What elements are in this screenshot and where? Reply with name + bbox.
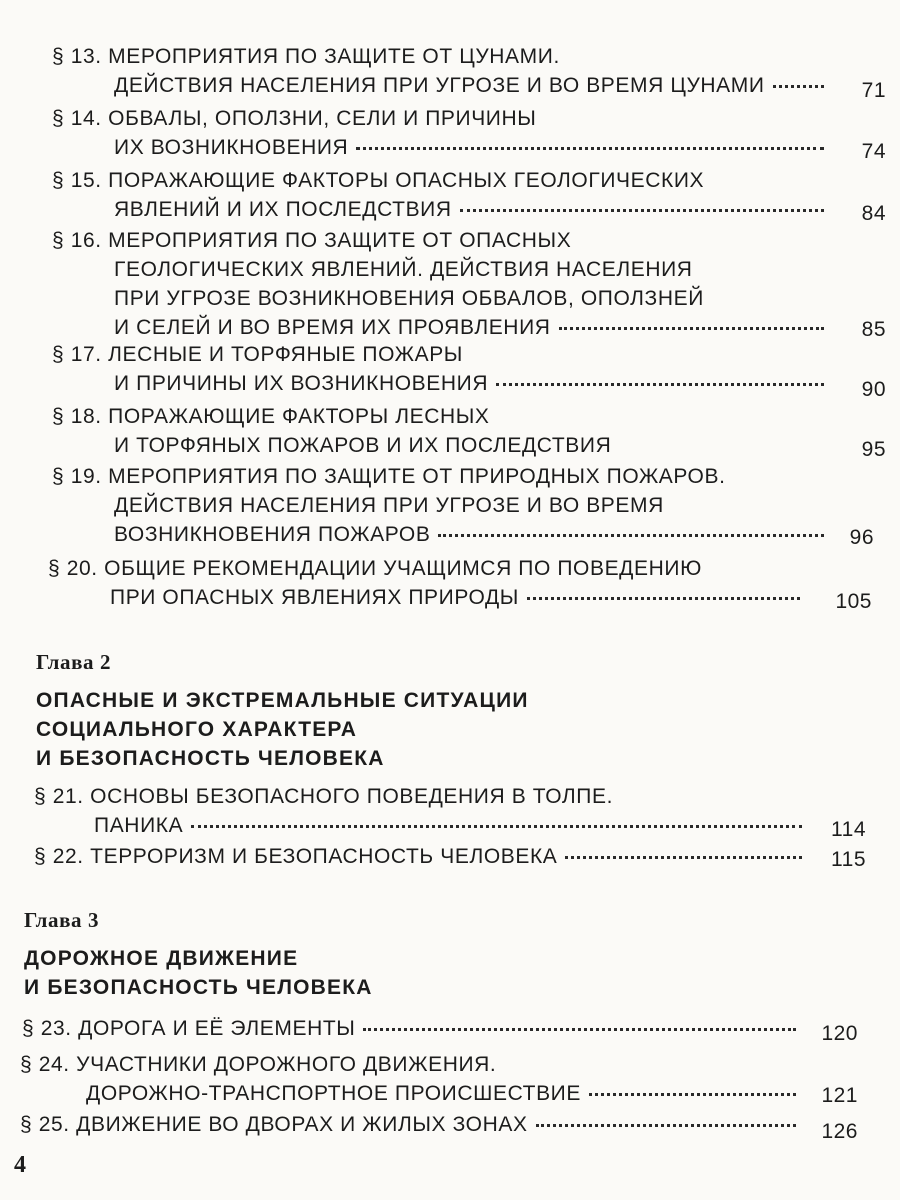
section-number: § 22. bbox=[34, 845, 84, 868]
dot-leader bbox=[438, 534, 824, 537]
section-number: § 25. bbox=[20, 1113, 70, 1136]
chapter-2-title bbox=[36, 686, 529, 773]
section-number: § 16. bbox=[52, 229, 102, 252]
chapter-3-label: Глава 3 bbox=[24, 908, 100, 932]
toc-entry-18 bbox=[52, 402, 832, 460]
page-number-19: 96 bbox=[849, 526, 874, 549]
dot-leader bbox=[191, 825, 802, 828]
dot-leader bbox=[496, 383, 824, 386]
entry-title-line: ПАНИКА bbox=[94, 814, 184, 837]
chapter-title-line: ДОРОЖНОЕ ДВИЖЕНИЕ bbox=[24, 947, 299, 970]
entry-title-line: И ТОРФЯНЫХ ПОЖАРОВ И ИХ ПОСЛЕДСТВИЯ bbox=[114, 434, 612, 457]
dot-leader bbox=[363, 1028, 796, 1031]
toc-entry-20 bbox=[48, 554, 808, 612]
entry-title-line: ДВИЖЕНИЕ ВО ДВОРАХ И ЖИЛЫХ ЗОНАХ bbox=[76, 1113, 528, 1136]
entry-title-line: МЕРОПРИЯТИЯ ПО ЗАЩИТЕ ОТ ПРИРОДНЫХ ПОЖАРОВ. bbox=[108, 465, 726, 488]
entry-title-line: МЕРОПРИЯТИЯ ПО ЗАЩИТЕ ОТ ОПАСНЫХ bbox=[108, 229, 572, 252]
page-number-17: 90 bbox=[861, 378, 886, 401]
dot-leader bbox=[565, 856, 802, 859]
entry-title-line: ДОРОГА И ЕЁ ЭЛЕМЕНТЫ bbox=[78, 1017, 356, 1040]
toc-entry-23 bbox=[22, 1014, 804, 1043]
entry-title-line: ЯВЛЕНИЙ И ИХ ПОСЛЕДСТВИЯ bbox=[114, 198, 452, 221]
page-number-21: 114 bbox=[831, 818, 866, 841]
page-number-22: 115 bbox=[831, 848, 866, 871]
dot-leader bbox=[589, 1093, 796, 1096]
chapter-2-label: Глава 2 bbox=[36, 650, 112, 674]
page-number-18: 95 bbox=[861, 438, 886, 461]
entry-title-line: И СЕЛЕЙ И ВО ВРЕМЯ ИХ ПРОЯВЛЕНИЯ bbox=[114, 316, 551, 339]
dot-leader bbox=[559, 327, 824, 330]
entry-title-line: ТЕРРОРИЗМ И БЕЗОПАСНОСТЬ ЧЕЛОВЕКА bbox=[90, 845, 558, 868]
section-number: § 19. bbox=[52, 465, 102, 488]
page-number-24: 121 bbox=[821, 1084, 858, 1107]
page-number-23: 120 bbox=[821, 1022, 858, 1045]
entry-title-line: ОБВАЛЫ, ОПОЛЗНИ, СЕЛИ И ПРИЧИНЫ bbox=[108, 107, 537, 130]
section-number: § 17. bbox=[52, 343, 102, 366]
section-number: § 13. bbox=[52, 45, 102, 68]
toc-entry-16 bbox=[52, 226, 832, 342]
page-number-20: 105 bbox=[835, 590, 872, 613]
dot-leader bbox=[619, 445, 824, 448]
toc-entry-14 bbox=[52, 104, 832, 162]
page-footer-number: 4 bbox=[14, 1152, 26, 1178]
entry-title-line: ОБЩИЕ РЕКОМЕНДАЦИИ УЧАЩИМСЯ ПО ПОВЕДЕНИЮ bbox=[104, 557, 702, 580]
entry-title-line: ДЕЙСТВИЯ НАСЕЛЕНИЯ ПРИ УГРОЗЕ И ВО ВРЕМЯ bbox=[114, 494, 664, 517]
page-number-15: 84 bbox=[861, 202, 886, 225]
dot-leader bbox=[536, 1124, 796, 1127]
entry-title-line: ЛЕСНЫЕ И ТОРФЯНЫЕ ПОЖАРЫ bbox=[108, 343, 463, 366]
entry-title-line: ОСНОВЫ БЕЗОПАСНОГО ПОВЕДЕНИЯ В ТОЛПЕ. bbox=[90, 785, 614, 808]
chapter-title-line: СОЦИАЛЬНОГО ХАРАКТЕРА bbox=[36, 718, 358, 741]
section-number: § 18. bbox=[52, 405, 102, 428]
dot-leader bbox=[773, 85, 824, 88]
toc-entry-13 bbox=[52, 42, 832, 100]
toc-entry-17 bbox=[52, 340, 832, 398]
section-number: § 14. bbox=[52, 107, 102, 130]
toc-entry-25 bbox=[20, 1110, 804, 1139]
dot-leader bbox=[356, 147, 824, 150]
entry-title-line: ПОРАЖАЮЩИЕ ФАКТОРЫ ЛЕСНЫХ bbox=[108, 405, 490, 428]
toc-entry-21 bbox=[34, 782, 810, 840]
section-number: § 23. bbox=[22, 1017, 72, 1040]
section-number: § 15. bbox=[52, 169, 102, 192]
entry-title-line: ПОРАЖАЮЩИЕ ФАКТОРЫ ОПАСНЫХ ГЕОЛОГИЧЕСКИХ bbox=[108, 169, 705, 192]
toc-entry-22 bbox=[34, 842, 810, 871]
chapter-3-title bbox=[24, 944, 373, 1002]
entry-title-line: ИХ ВОЗНИКНОВЕНИЯ bbox=[114, 136, 349, 159]
section-number: § 21. bbox=[34, 785, 84, 808]
toc-entry-15 bbox=[52, 166, 832, 224]
page-number-25: 126 bbox=[821, 1120, 858, 1143]
chapter-title-line: И БЕЗОПАСНОСТЬ ЧЕЛОВЕКА bbox=[24, 976, 373, 999]
page-number-14: 74 bbox=[861, 140, 886, 163]
page-number-13: 71 bbox=[861, 79, 886, 102]
page-number-16: 85 bbox=[861, 318, 886, 341]
entry-title-line: МЕРОПРИЯТИЯ ПО ЗАЩИТЕ ОТ ЦУНАМИ. bbox=[108, 45, 560, 68]
section-number: § 20. bbox=[48, 557, 98, 580]
entry-title-line: ДОРОЖНО-ТРАНСПОРТНОЕ ПРОИСШЕСТВИЕ bbox=[86, 1082, 581, 1105]
entry-title-line: УЧАСТНИКИ ДОРОЖНОГО ДВИЖЕНИЯ. bbox=[76, 1053, 497, 1076]
entry-title-line: ГЕОЛОГИЧЕСКИХ ЯВЛЕНИЙ. ДЕЙСТВИЯ НАСЕЛЕНИЯ bbox=[114, 258, 693, 281]
entry-title-line: ПРИ ОПАСНЫХ ЯВЛЕНИЯХ ПРИРОДЫ bbox=[110, 586, 519, 609]
entry-title-line: И ПРИЧИНЫ ИХ ВОЗНИКНОВЕНИЯ bbox=[114, 372, 489, 395]
entry-title-line: ДЕЙСТВИЯ НАСЕЛЕНИЯ ПРИ УГРОЗЕ И ВО ВРЕМЯ ЦУНАМИ bbox=[114, 74, 765, 97]
toc-entry-19 bbox=[52, 462, 832, 549]
chapter-title-line: ОПАСНЫЕ И ЭКСТРЕМАЛЬНЫЕ СИТУАЦИИ bbox=[36, 689, 529, 712]
section-number: § 24. bbox=[20, 1053, 70, 1076]
entry-title-line: ПРИ УГРОЗЕ ВОЗНИКНОВЕНИЯ ОБВАЛОВ, ОПОЛЗНЕЙ bbox=[114, 287, 704, 310]
entry-title-line: ВОЗНИКНОВЕНИЯ ПОЖАРОВ bbox=[114, 523, 431, 546]
dot-leader bbox=[460, 209, 824, 212]
dot-leader bbox=[527, 597, 800, 600]
chapter-title-line: И БЕЗОПАСНОСТЬ ЧЕЛОВЕКА bbox=[36, 747, 385, 770]
toc-entry-24 bbox=[20, 1050, 804, 1108]
